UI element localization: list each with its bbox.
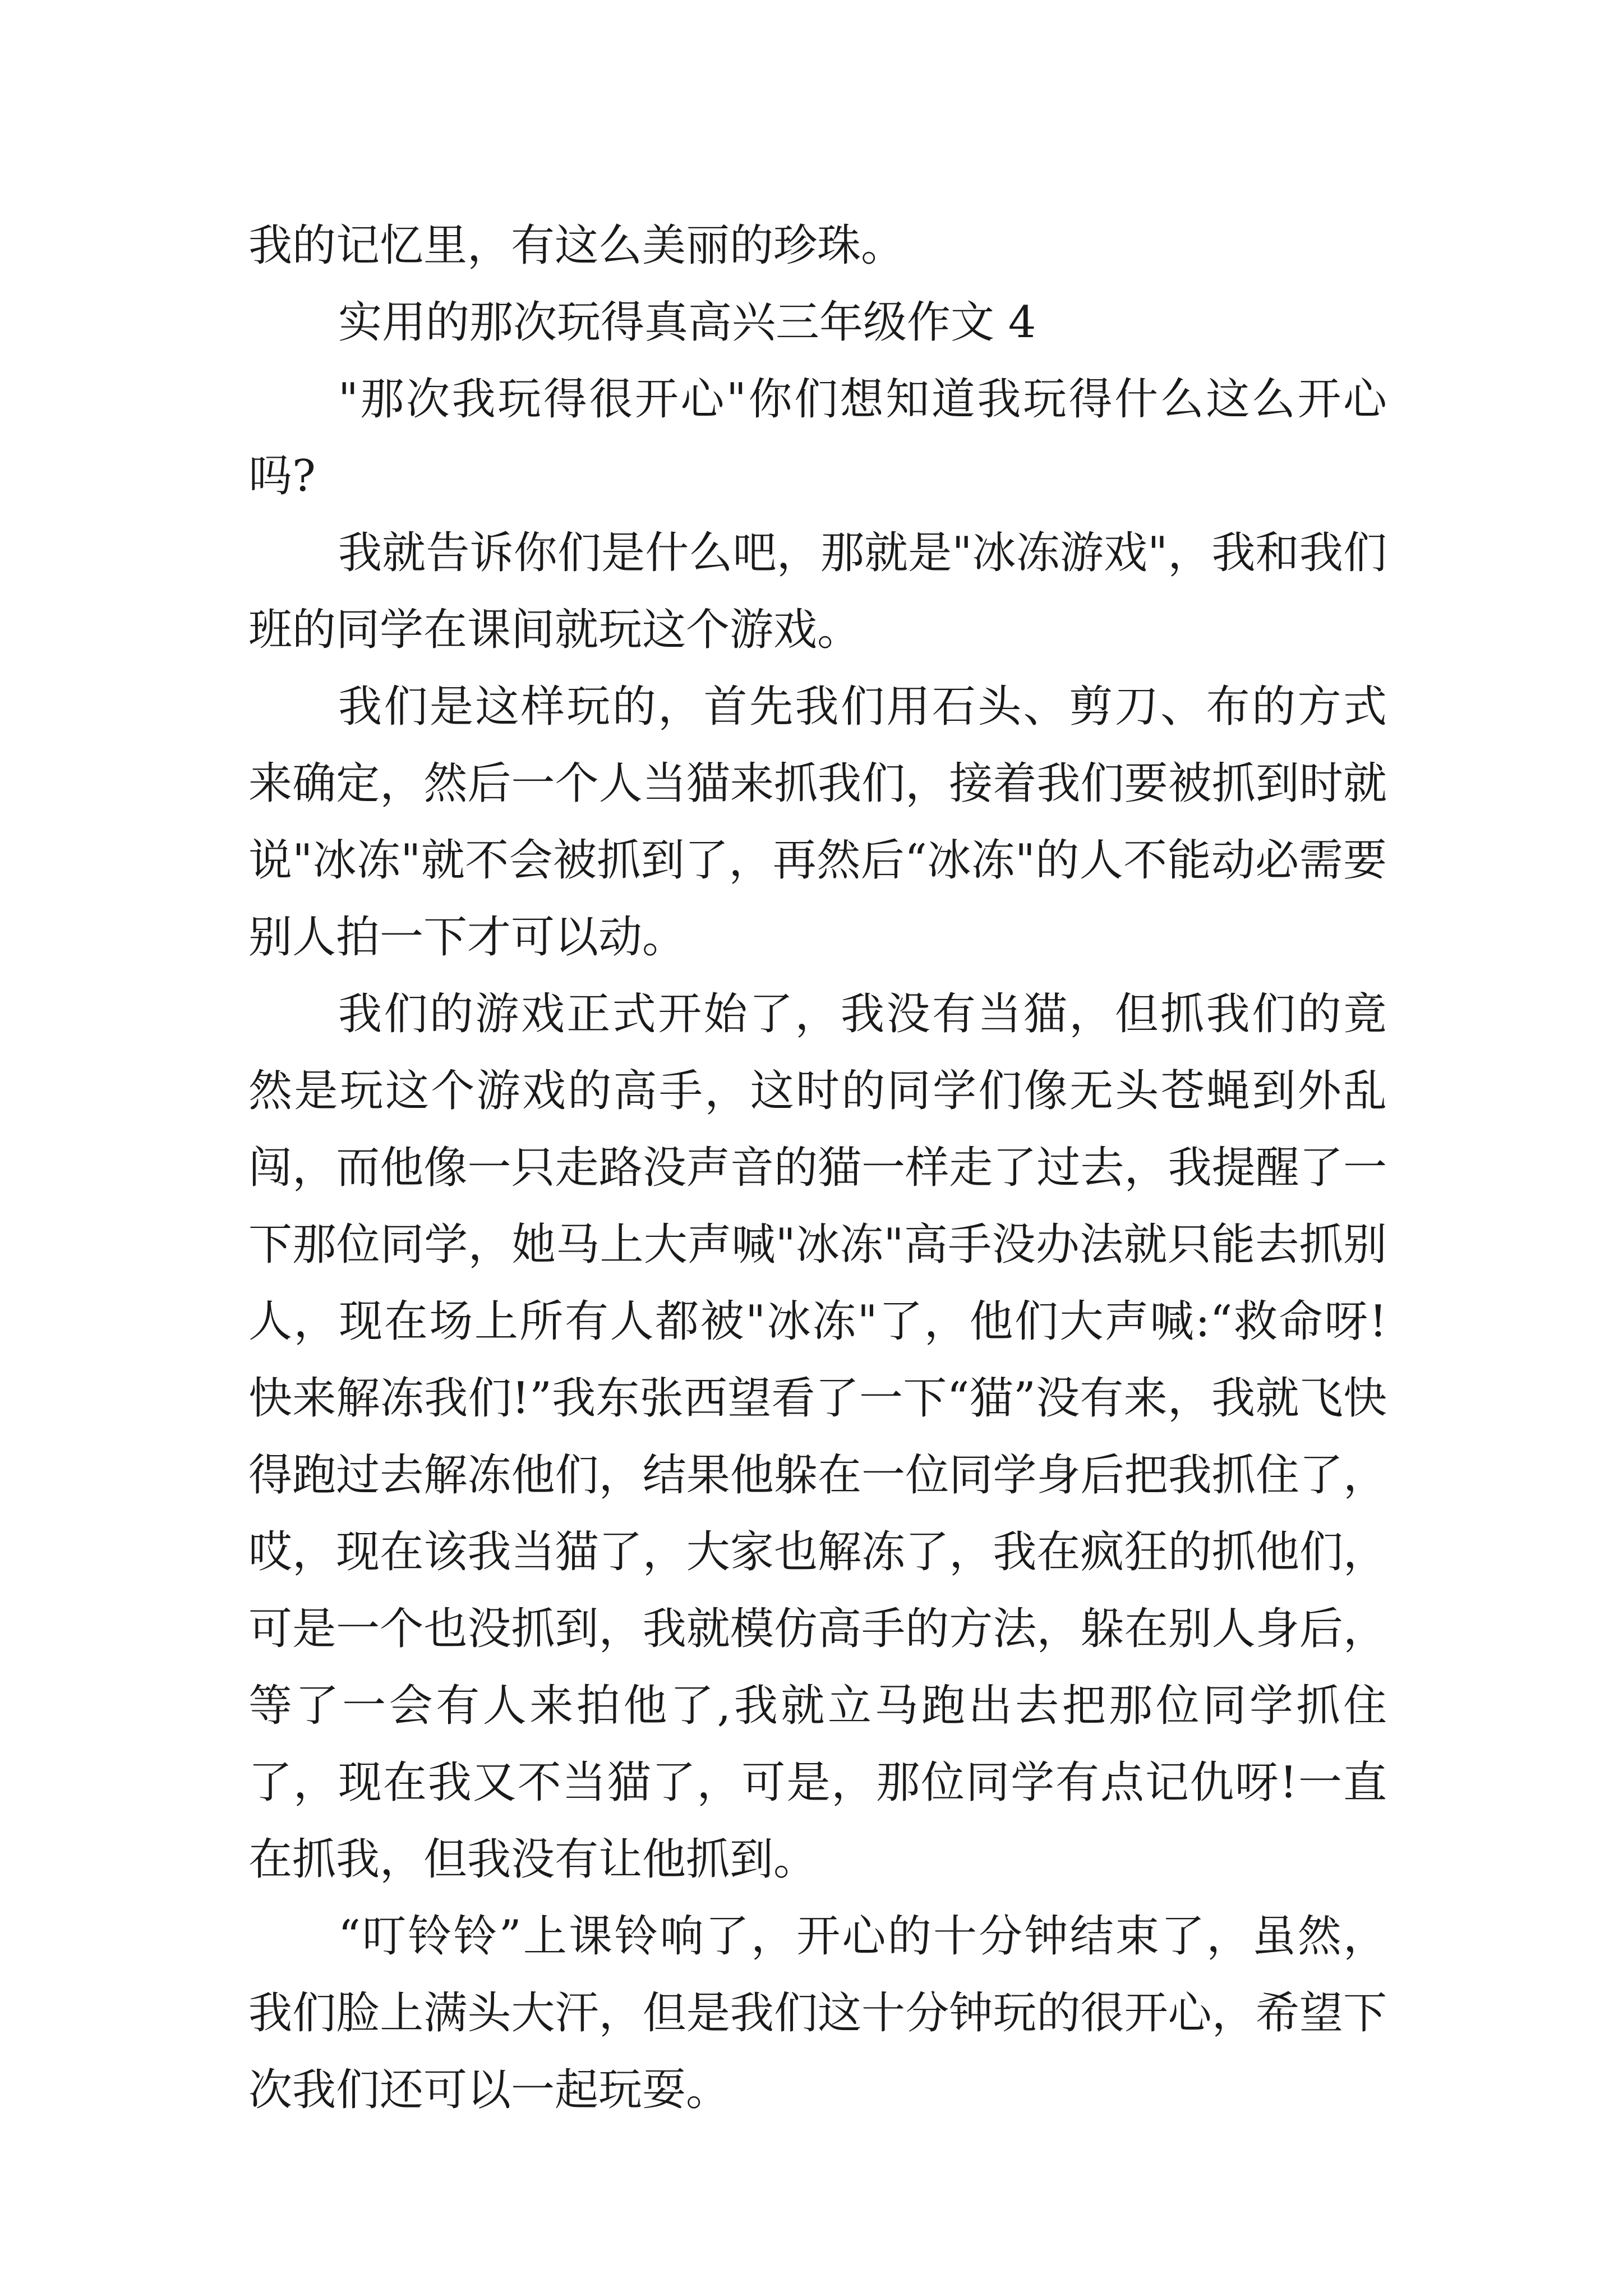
paragraph-continuation: 我的记忆里，有这么美丽的珍珠。 — [248, 220, 905, 271]
article-body — [248, 208, 1387, 2129]
paragraph-game-name: 我就告诉你们是什么吧，那就是"冰冻游戏"，我和我们班的同学在课间就玩这个游戏。 — [248, 528, 1387, 655]
paragraph-intro-question: "那次我玩得很开心"你们想知道我玩得什么这么开心吗? — [248, 374, 1387, 501]
paragraph-rules: 我们是这样玩的，首先我们用石头、剪刀、布的方式来确定，然后一个人当猫来抓我们，接着我们要被抓到时就说"冰冻"就不会被抓到了，再然后“冰冻"的人不能动必需要别人拍一下才可以动。 — [248, 682, 1387, 963]
article-title: 实用的那次玩得真高兴三年级作文 4 — [338, 297, 1036, 348]
paragraph-ending: “叮铃铃”上课铃响了，开心的十分钟结束了，虽然，我们脸上满头大汗，但是我们这十分钟玩的很开心，希望下次我们还可以一起玩耍。 — [248, 1911, 1387, 2115]
paragraph-gameplay: 我们的游戏正式开始了，我没有当猫，但抓我们的竟然是玩这个游戏的高手，这时的同学们像无头苍蝇到外乱闯，而他像一只走路没声音的猫一样走了过去，我提醒了一下那位同学，她马上大声喊"冰冻"高手没办法就只能去抓别人，现在场上所有人都被"冰冻"了，他们大声喊:“救命呀!快来解冻我们!”我东张西望看了一下“猫”没有来，我就飞快得跑过去解冻他们，结果他躲在一位同学身后把我抓住了，哎，现在该我当猫了，大家也解冻了，我在疯狂的抓他们，可是一个也没抓到，我就模仿高手的方法，躲在别人身后，等了一会有人来拍他了,我就立马跑出去把那位同学抓住了，现在我又不当猫了，可是，那位同学有点记仇呀!一直在抓我，但我没有让他抓到。 — [248, 989, 1387, 1885]
